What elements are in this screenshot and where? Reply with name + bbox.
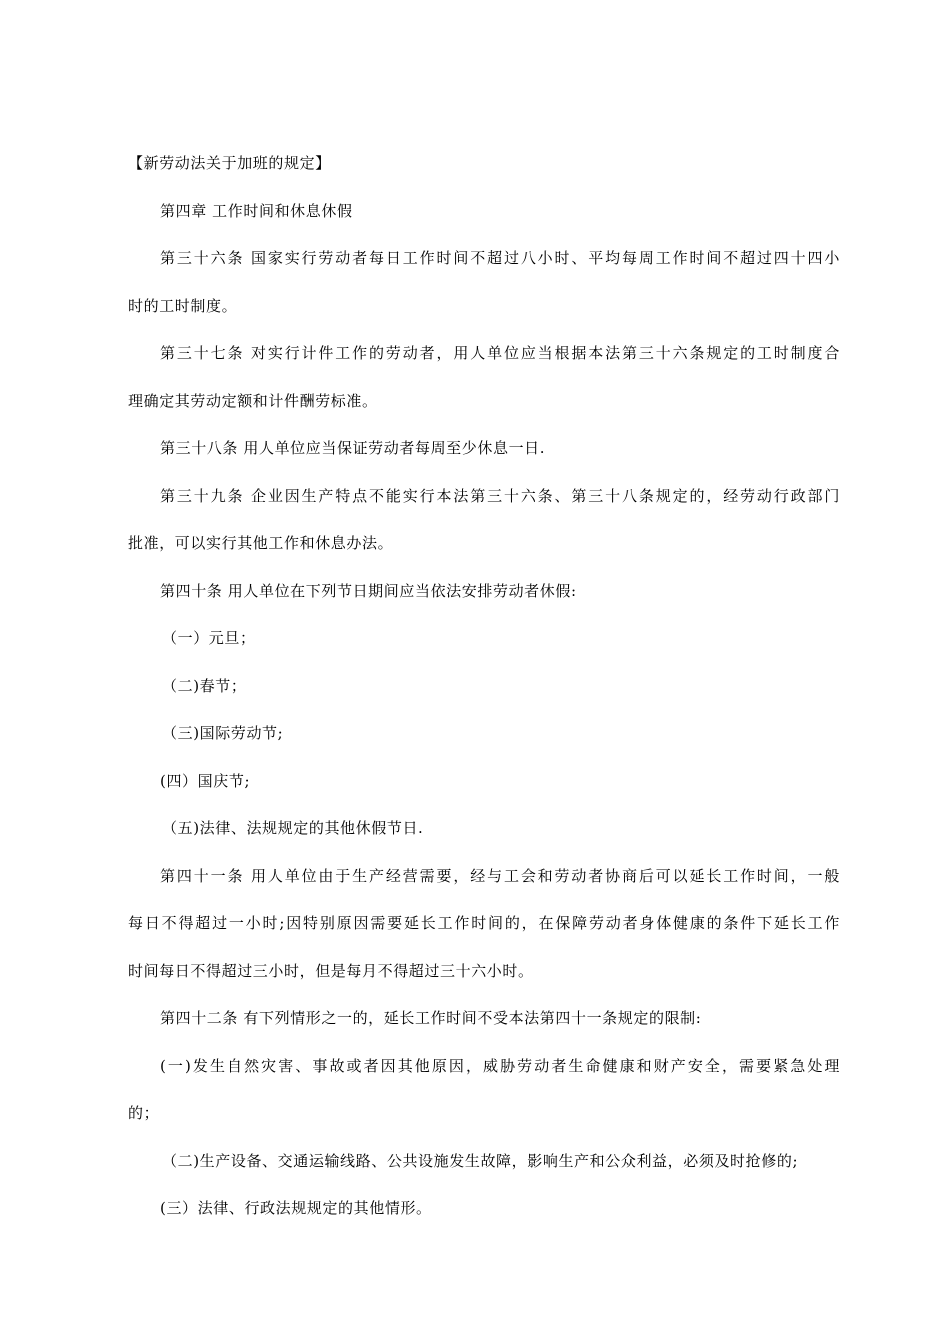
article-42-item-1-line-1: (一)发生自然灾害、事故或者因其他原因，威胁劳动者生命健康和财产安全，需要紧急处理 [160,1056,840,1075]
article-42-item-3: (三）法律、行政法规规定的其他情形。 [160,1199,432,1217]
article-39-line-2: 批准，可以实行其他工作和休息办法。 [128,534,394,552]
article-40-item-4: (四）国庆节; [160,771,251,790]
article-37-line-1: 第三十七条 对实行计件工作的劳动者，用人单位应当根据本法第三十六条规定的工时制度合 [160,344,840,362]
document-body [128,140,840,1233]
article-41-line-2: 每日不得超过一小时;因特别原因需要延长工作时间的，在保障劳动者身体健康的条件下延长工作 [128,914,840,932]
article-41-line-1: 第四十一条 用人单位由于生产经营需要，经与工会和劳动者协商后可以延长工作时间，一般 [160,866,840,885]
article-41-line-3: 时间每日不得超过三小时，但是每月不得超过三十六小时。 [128,961,534,980]
article-36-line-1: 第三十六条 国家实行劳动者每日工作时间不超过八小时、平均每周工作时间不超过四十四小 [160,249,840,267]
article-40-item-1: （一）元旦； [162,629,256,647]
article-40-item-3: （三)国际劳动节; [162,724,284,742]
chapter-heading: 第四章 工作时间和休息休假 [160,201,353,220]
article-38: 第三十八条 用人单位应当保证劳动者每周至少休息一日. [160,439,546,457]
document-title: 【新劳动法关于加班的规定】 [128,154,331,172]
article-37-line-2: 理确定其劳动定额和计件酬劳标准。 [128,391,378,410]
article-39-line-1: 第三十九条 企业因生产特点不能实行本法第三十六条、第三十八条规定的，经劳动行政部门 [160,486,840,505]
article-40-intro: 第四十条 用人单位在下列节日期间应当依法安排劳动者休假: [160,581,577,600]
article-40-item-2: （二)春节； [162,676,247,695]
article-42-item-1-line-2: 的； [128,1104,160,1122]
article-40-item-5: （五)法律、法规规定的其他休假节日. [162,819,424,837]
article-42-intro: 第四十二条 有下列情形之一的，延长工作时间不受本法第四十一条规定的限制: [160,1009,702,1027]
article-36-line-2: 时的工时制度。 [128,296,238,315]
article-42-item-2: （二)生产设备、交通运输线路、公共设施发生故障，影响生产和公众利益，必须及时抢修的; [162,1151,799,1170]
